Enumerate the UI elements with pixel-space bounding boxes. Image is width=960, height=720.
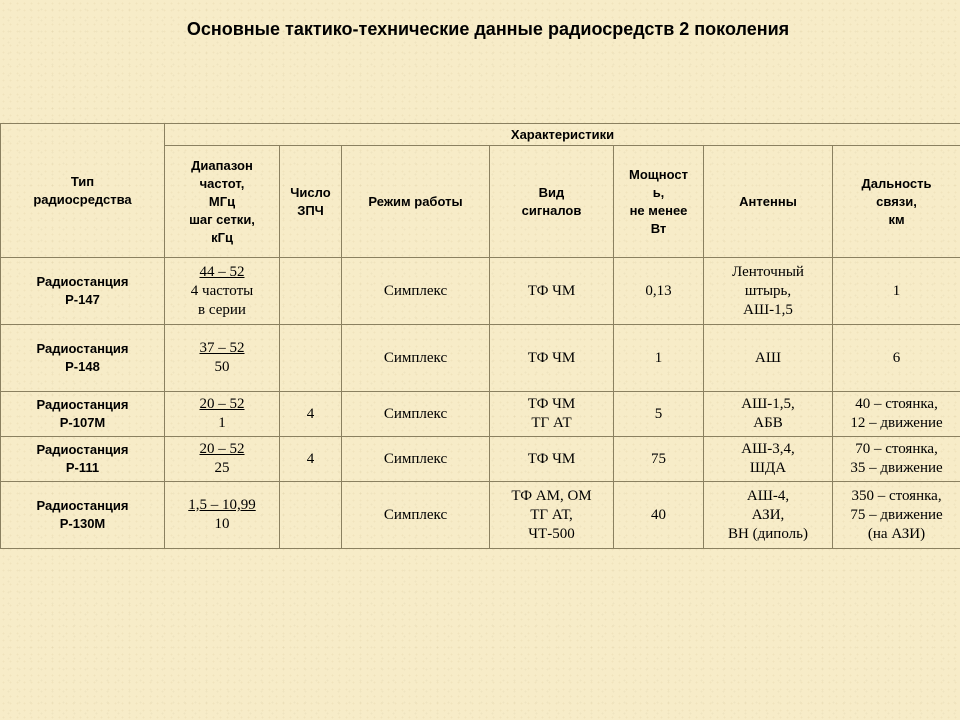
signal-cell: ТФ АМ, ОМ ТГ АТ, ЧТ-500 <box>490 482 614 549</box>
header-frequency-range: Диапазон частот, МГц шаг сетки, кГц <box>165 146 280 258</box>
antenna-cell: АШ-4, АЗИ, ВН (диполь) <box>704 482 833 549</box>
distance-cell: 70 – стоянка, 35 – движение <box>833 437 960 482</box>
antenna-cell: АШ-1,5, АБВ <box>704 392 833 437</box>
antenna-cell: Ленточный штырь, АШ-1,5 <box>704 258 833 325</box>
radio-name: Радиостанция Р-130М <box>1 482 165 549</box>
header-signal: Вид сигналов <box>490 146 614 258</box>
signal-cell: ТФ ЧМ ТГ АТ <box>490 392 614 437</box>
table-row <box>1 437 960 482</box>
frequency-range-cell: 1,5 – 10,99 10 <box>165 482 280 549</box>
table-row <box>1 482 960 549</box>
header-antenna: Антенны <box>704 146 833 258</box>
zpch-cell <box>280 325 342 392</box>
mode-cell: Симплекс <box>342 325 490 392</box>
antenna-cell: АШ <box>704 325 833 392</box>
power-cell: 5 <box>614 392 704 437</box>
frequency-range-cell: 37 – 52 50 <box>165 325 280 392</box>
zpch-cell <box>280 482 342 549</box>
radio-name: Радиостанция Р-111 <box>1 437 165 482</box>
power-cell: 75 <box>614 437 704 482</box>
distance-cell: 350 – стоянка, 75 – движение (на АЗИ) <box>833 482 960 549</box>
mode-cell: Симплекс <box>342 258 490 325</box>
specs-table <box>0 123 960 549</box>
header-zpch: Число ЗПЧ <box>280 146 342 258</box>
distance-cell: 40 – стоянка, 12 – движение <box>833 392 960 437</box>
mode-cell: Симплекс <box>342 437 490 482</box>
header-mode: Режим работы <box>342 146 490 258</box>
signal-cell: ТФ ЧМ <box>490 258 614 325</box>
frequency-range-cell: 44 – 52 4 частоты в серии <box>165 258 280 325</box>
table-row <box>1 258 960 325</box>
signal-cell: ТФ ЧМ <box>490 437 614 482</box>
power-cell: 1 <box>614 325 704 392</box>
zpch-cell: 4 <box>280 392 342 437</box>
frequency-range-cell: 20 – 52 25 <box>165 437 280 482</box>
signal-cell: ТФ ЧМ <box>490 325 614 392</box>
radio-name: Радиостанция Р-148 <box>1 325 165 392</box>
page-title: Основные тактико-технические данные радиосредств 2 поколения <box>186 19 790 39</box>
table-row <box>1 392 960 437</box>
frequency-range-cell: 20 – 52 1 <box>165 392 280 437</box>
antenna-cell: АШ-3,4, ШДА <box>704 437 833 482</box>
mode-cell: Симплекс <box>342 482 490 549</box>
table-row <box>1 325 960 392</box>
mode-cell: Симплекс <box>342 392 490 437</box>
zpch-cell: 4 <box>280 437 342 482</box>
radio-name: Радиостанция Р-107М <box>1 392 165 437</box>
power-cell: 40 <box>614 482 704 549</box>
radio-name: Радиостанция Р-147 <box>1 258 165 325</box>
header-type: Тип радиосредства <box>1 124 165 258</box>
header-characteristics: Характеристики <box>165 124 960 146</box>
zpch-cell <box>280 258 342 325</box>
power-cell: 0,13 <box>614 258 704 325</box>
distance-cell: 6 <box>833 325 960 392</box>
distance-cell: 1 <box>833 258 960 325</box>
header-distance: Дальность связи, км <box>833 146 960 258</box>
header-power: Мощност ь, не менее Вт <box>614 146 704 258</box>
